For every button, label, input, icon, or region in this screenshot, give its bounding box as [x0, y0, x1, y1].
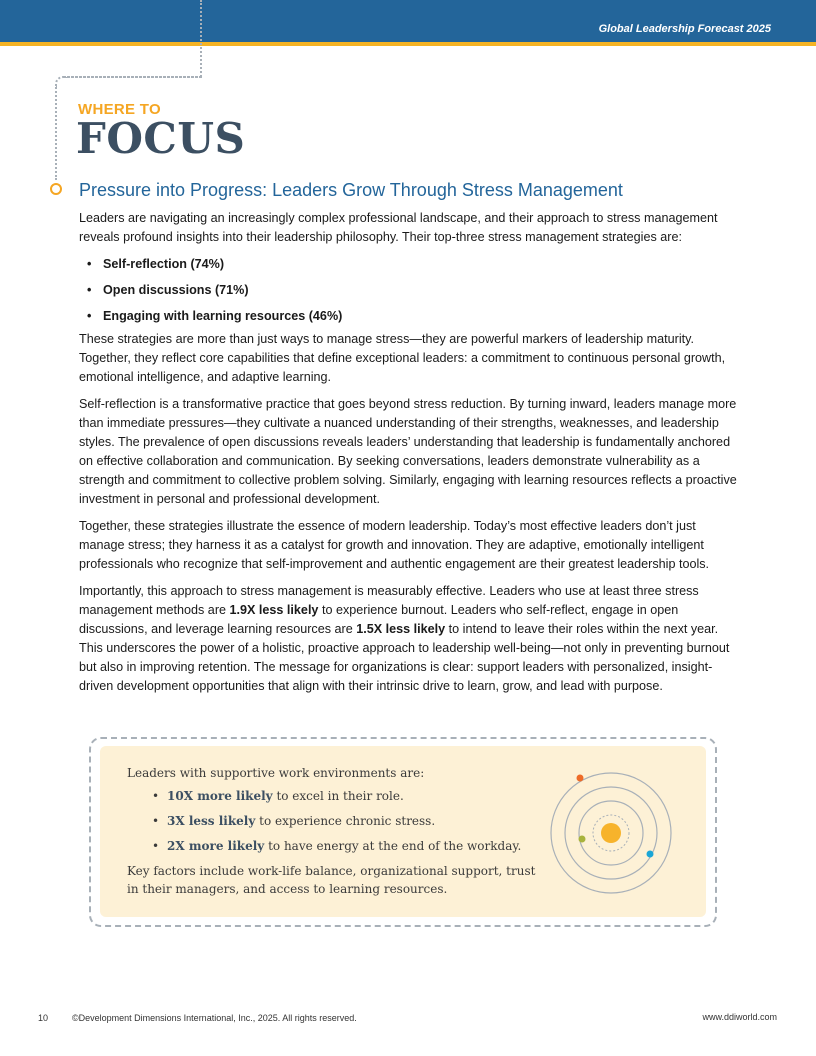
body-paragraph: [79, 582, 739, 696]
emphasis-stat: 1.5X less likely: [356, 622, 446, 636]
list-item: [127, 787, 537, 805]
decorative-dotted-line: [55, 84, 57, 180]
list-item: • Self-reflection (74%): [79, 255, 739, 274]
intro-paragraph: Leaders are navigating an increasingly complex professional landscape, and their approach to stress management reveals profound insights into their leadership philosophy. Their top-three stress management strategies are:: [79, 211, 718, 244]
list-item: • Open discussions (71%): [79, 281, 739, 300]
website-link[interactable]: www.ddiworld.com: [702, 1012, 777, 1022]
list-item: [127, 812, 537, 830]
list-item: [127, 837, 537, 855]
text-run: to experience burnout. Leaders who self-reflect, engage in open discussions, and leverage learning resources are: [79, 603, 679, 636]
callout-outro: Key factors include work-life balance, organizational support, trust in their managers, and access to learning resources.: [127, 864, 536, 896]
body-content: [79, 209, 739, 704]
callout-intro: Leaders with supportive work environments are:: [127, 766, 425, 780]
section-kicker: WHERE TO: [78, 101, 161, 118]
callout-list: [127, 787, 537, 855]
orbit-illustration-icon: [548, 770, 674, 896]
callout-item-text: to experience chronic stress.: [255, 814, 436, 828]
callout-stat: 3X less likely: [167, 814, 256, 828]
text-run: to intend to leave their roles within the next year. This underscores the power of a holistic, proactive approach to leadership well-being—not only in preventing burnout but also in improving retention. The message for organizations is clear: support leaders with personalized, insight-driven development opportunities that align with their intrinsic drive to learn, grow, and lead with purpose.: [79, 622, 730, 693]
emphasis-stat: 1.9X less likely: [229, 603, 319, 617]
strategy-list: [79, 255, 739, 326]
callout-text: [127, 764, 537, 898]
callout-item-text: to excel in their role.: [272, 789, 404, 803]
decorative-dotted-line: [62, 76, 202, 78]
body-paragraph: Together, these strategies illustrate the essence of modern leadership. Today’s most effective leaders don’t just manage stress; they harness it as a catalyst for growth and innovation. They are adaptive, emotionally intelligent professionals who recognize that self-improvement and authentic engagement are their greatest leadership tools.: [79, 519, 710, 571]
copyright-notice: ©Development Dimensions International, Inc., 2025. All rights reserved.: [72, 1013, 357, 1023]
text-run: Importantly, this approach to stress management is measurably effective. Leaders who use at least three stress management methods are: [79, 584, 699, 617]
body-paragraph: Self-reflection is a transformative practice that goes beyond stress reduction. By turning inward, leaders manage more than immediate pressures—they cultivate a nuanced understanding of their strengths, weaknesses, and leadership styles. The prevalence of open discussions reveals leaders’ understanding that leadership is fundamentally anchored on effective collaboration and communication. By seeking conversations, leaders demonstrate vulnerability as a strength and commitment to collective problem solving. Similarly, engaging with learning resources reflects a proactive investment in personal and professional development.: [79, 397, 737, 506]
section-heading: Pressure into Progress: Leaders Grow Through Stress Management: [79, 180, 623, 200]
circle-marker-icon: [50, 183, 62, 195]
header-bar: [0, 0, 816, 46]
callout-stat: 10X more likely: [167, 789, 273, 803]
callout-item-text: to have energy at the end of the workday.: [264, 839, 522, 853]
report-title: Global Leadership Forecast 2025: [598, 23, 771, 35]
page-number: 10: [38, 1013, 49, 1023]
decorative-dotted-line: [200, 0, 202, 77]
list-item: • Engaging with learning resources (46%): [79, 307, 739, 326]
callout-stat: 2X more likely: [167, 839, 265, 853]
section-title: FOCUS: [76, 114, 246, 163]
body-paragraph: These strategies are more than just ways to manage stress—they are powerful markers of leadership maturity. Together, they reflect core capabilities that define exceptional leaders: a commitment to continuous personal growth, emotional intelligence, and adaptive learning.: [79, 332, 726, 384]
